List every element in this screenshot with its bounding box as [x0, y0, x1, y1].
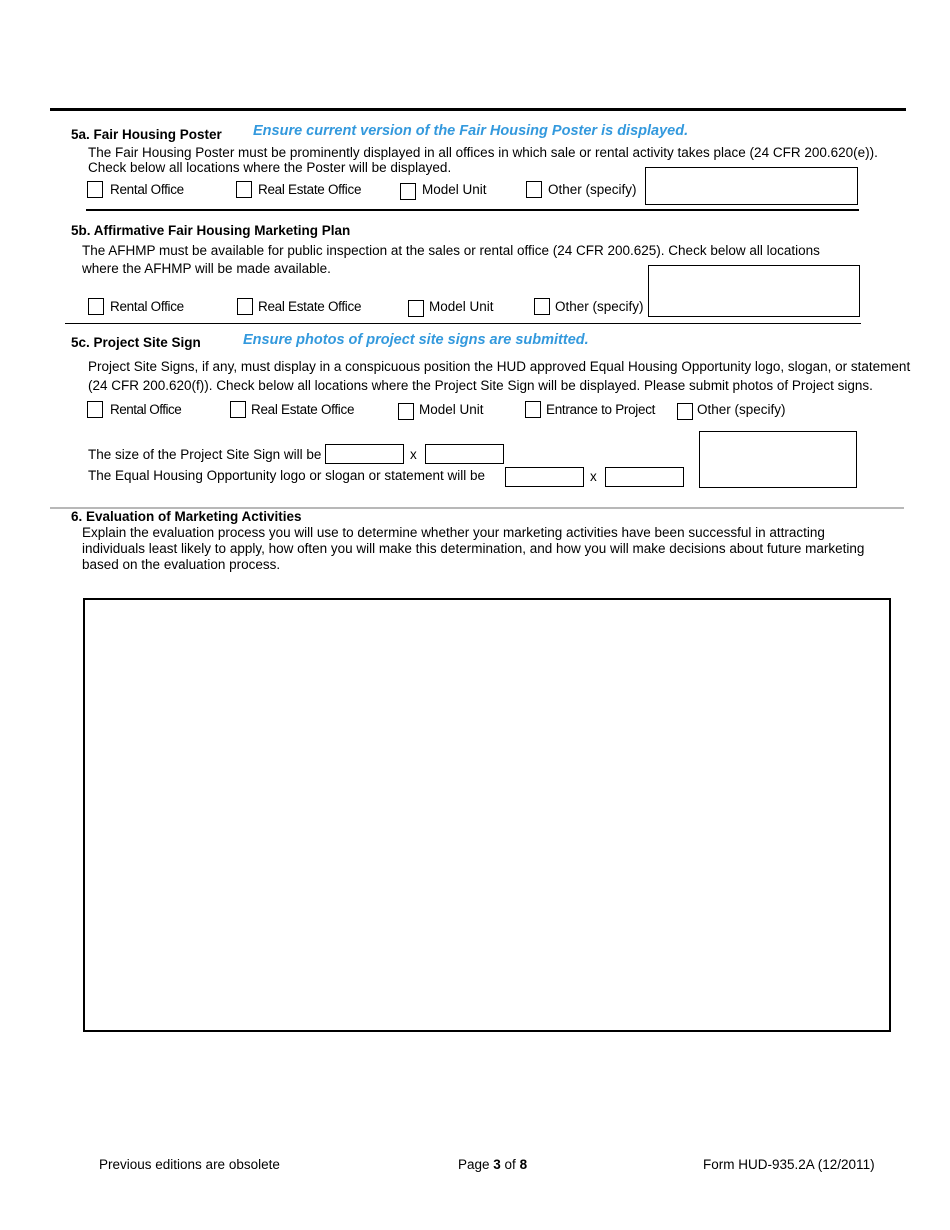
section-6-text-line2: individuals least likely to apply, how often you will make this determination, and how you will make decisions about future marketing — [82, 541, 865, 556]
5a-other-checkbox[interactable] — [526, 181, 542, 198]
section-5c-text-line1: Project Site Signs, if any, must display in a conspicuous position the HUD approved Equal Housing Opportunity logo, slogan, or statement — [88, 359, 911, 374]
5b-other-specify-field[interactable] — [648, 265, 860, 317]
5c-real-estate-office-checkbox[interactable] — [230, 401, 246, 418]
footer-page-prefix: Page — [458, 1157, 494, 1172]
5c-other-specify-field[interactable] — [699, 431, 857, 488]
5c-logo-size-height-field[interactable] — [605, 467, 684, 487]
5a-real-estate-office-label: Real Estate Office — [258, 182, 362, 197]
section-5c-heading: 5c. Project Site Sign — [71, 335, 201, 350]
section-6-heading: 6. Evaluation of Marketing Activities — [71, 509, 302, 524]
section-5a-text-line2: Check below all locations where the Poster will be displayed. — [88, 160, 452, 175]
5b-rental-office-checkbox[interactable] — [88, 298, 104, 315]
evaluation-text-area[interactable] — [83, 598, 891, 1032]
5c-rental-office-checkbox[interactable] — [87, 401, 103, 418]
5a-other-specify-field[interactable] — [645, 167, 858, 205]
5a-bottom-rule — [86, 209, 859, 211]
5c-model-unit-label: Model Unit — [419, 402, 484, 417]
5b-real-estate-office-checkbox[interactable] — [237, 298, 253, 315]
5c-logo-size-width-field[interactable] — [505, 467, 584, 487]
footer-page-current: 3 — [493, 1157, 501, 1172]
5b-other-checkbox[interactable] — [534, 298, 550, 315]
5b-real-estate-office-label: Real Estate Office — [258, 299, 362, 314]
5a-model-unit-checkbox[interactable] — [400, 183, 416, 200]
5a-rental-office-checkbox[interactable] — [87, 181, 103, 198]
section-6-text-line3: based on the evaluation process. — [82, 557, 281, 572]
5b-model-unit-checkbox[interactable] — [408, 300, 424, 317]
5c-logo-size-times: x — [590, 469, 597, 484]
5c-entrance-to-project-label: Entrance to Project — [546, 402, 656, 417]
5a-model-unit-label: Model Unit — [422, 182, 487, 197]
5c-sign-size-width-field[interactable] — [325, 444, 404, 464]
footer-page-number — [458, 1157, 527, 1173]
section-5a-note: Ensure current version of the Fair Housing Poster is displayed. — [253, 123, 689, 139]
section-5a-heading: 5a. Fair Housing Poster — [71, 127, 222, 142]
5c-logo-size-label: The Equal Housing Opportunity logo or slogan or statement will be — [88, 468, 485, 483]
5c-real-estate-office-label: Real Estate Office — [251, 402, 355, 417]
5b-bottom-rule — [65, 323, 861, 324]
5b-other-label: Other (specify) — [555, 299, 644, 314]
5c-sign-size-height-field[interactable] — [425, 444, 504, 464]
section-5c-text-line2: (24 CFR 200.620(f)). Check below all locations where the Project Site Sign will be displayed. Please submit photos of Project signs. — [88, 378, 873, 393]
footer-page-total: 8 — [519, 1157, 528, 1172]
section-5a-text-line1: The Fair Housing Poster must be prominently displayed in all offices in which sale or rental activity takes place (24 CFR 200.620(e)). — [88, 145, 878, 160]
5a-other-label: Other (specify) — [548, 182, 637, 197]
5c-sign-size-times: x — [410, 447, 417, 462]
section-5b-text-line2: where the AFHMP will be made available. — [82, 261, 331, 276]
5c-other-label: Other (specify) — [697, 402, 786, 417]
5b-rental-office-label: Rental Office — [110, 299, 184, 314]
5c-sign-size-label: The size of the Project Site Sign will be — [88, 447, 322, 462]
footer-page-of: of — [500, 1157, 520, 1172]
5b-model-unit-label: Model Unit — [429, 299, 494, 314]
section-5b-text-line1: The AFHMP must be available for public inspection at the sales or rental office (24 CFR 200.625). Check below all locations — [82, 243, 820, 258]
footer-form-id: Form HUD-935.2A (12/2011) — [703, 1157, 875, 1172]
5a-rental-office-label: Rental Office — [110, 182, 184, 197]
footer-obsolete-note: Previous editions are obsolete — [99, 1157, 280, 1172]
top-rule — [50, 108, 906, 111]
section-6-text-line1: Explain the evaluation process you will use to determine whether your marketing activities have been successful in attracting — [82, 525, 825, 540]
5c-model-unit-checkbox[interactable] — [398, 403, 414, 420]
section-5b-heading: 5b. Affirmative Fair Housing Marketing Plan — [71, 223, 351, 238]
5c-entrance-to-project-checkbox[interactable] — [525, 401, 541, 418]
5a-real-estate-office-checkbox[interactable] — [236, 181, 252, 198]
5c-other-checkbox[interactable] — [677, 403, 693, 420]
5c-rental-office-label: Rental Office — [110, 402, 182, 417]
section-5c-note: Ensure photos of project site signs are submitted. — [243, 332, 589, 348]
